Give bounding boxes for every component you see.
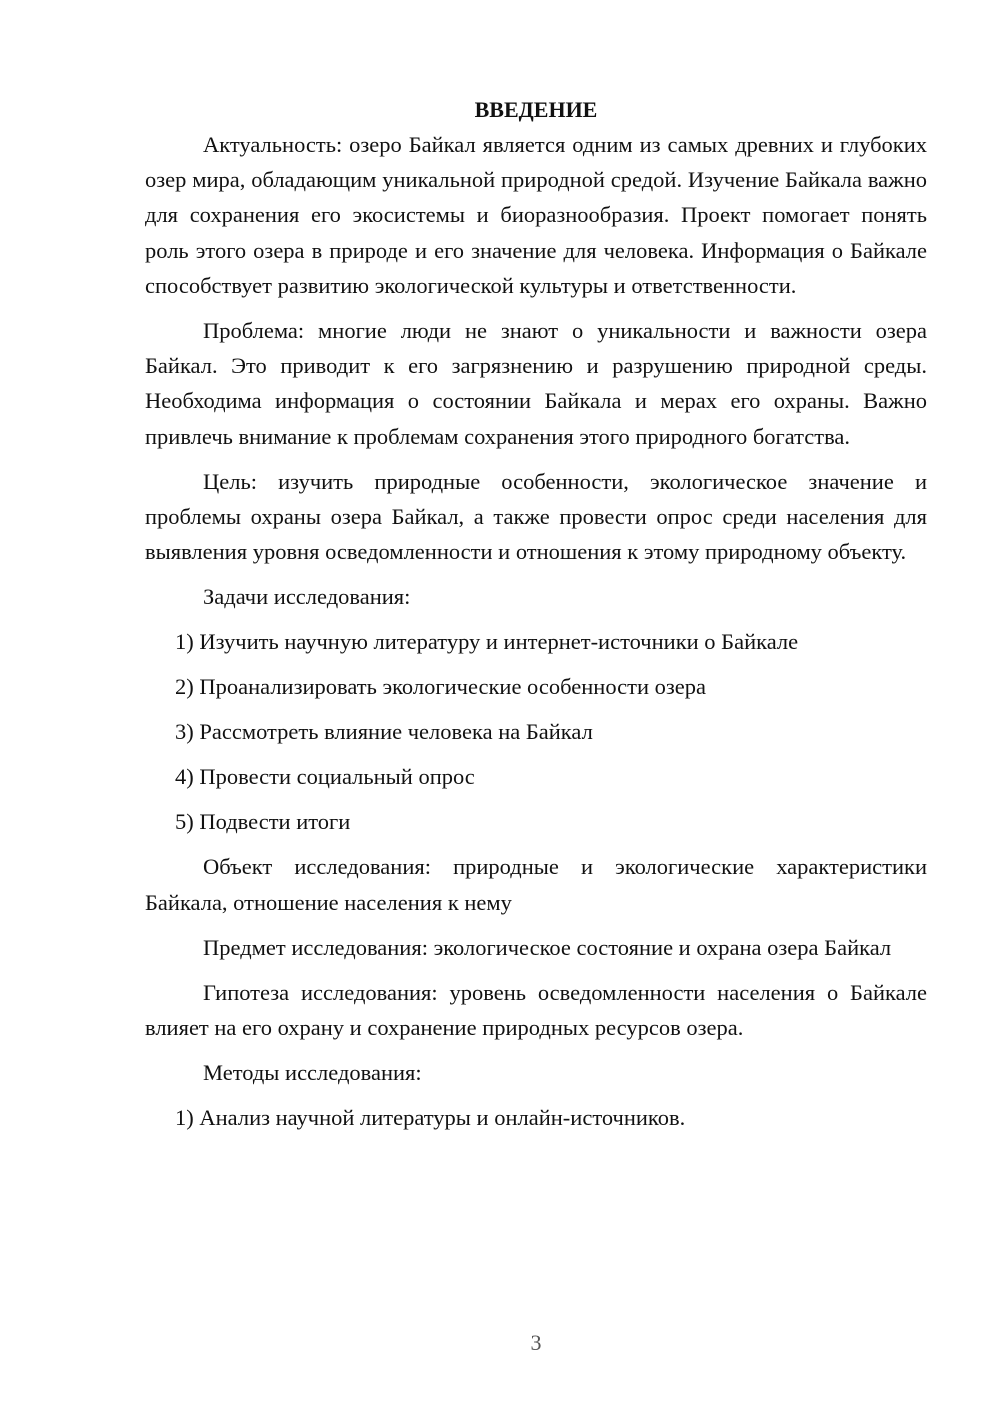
list-item: 1) Изучить научную литературу и интернет-источники о Байкале	[175, 629, 799, 655]
methods-heading: Методы исследования:	[203, 1060, 422, 1086]
tasks-list	[145, 624, 927, 839]
page-title: ВВЕДЕНИЕ	[474, 97, 598, 122]
tasks-heading: Задачи исследования:	[203, 584, 411, 610]
page-number: 3	[530, 1330, 542, 1355]
methods-list	[145, 1100, 927, 1135]
subject-paragraph: Предмет исследования: экологическое состояние и охрана озера Байкал	[203, 934, 892, 960]
list-item: 5) Подвести итоги	[175, 809, 351, 835]
relevance-paragraph: Актуальность: озеро Байкал является одним из самых древних и глубоких озер мира, обладающим уникальной природной средой. Изучение Байкала важно для сохранения его экосистемы и биоразнообразия. Проект помогает понять роль этого озера в природе и его значение для человека. Информация о Байкале способствует развитию экологической культуры и ответственности.	[145, 132, 927, 298]
list-item: 2) Проанализировать экологические особенности озера	[175, 674, 706, 700]
page-content	[145, 92, 927, 1145]
goal-paragraph: Цель: изучить природные особенности, экологическое значение и проблемы охраны озера Байкал, а также провести опрос среди населения для выявления уровня осведомленности и отношения к этому природному объекту.	[145, 468, 927, 565]
list-item: 4) Провести социальный опрос	[175, 764, 475, 790]
object-paragraph: Объект исследования: природные и экологические характеристики Байкала, отношение населения к нему	[145, 854, 927, 915]
list-item: 3) Рассмотреть влияние человека на Байкал	[175, 719, 593, 745]
list-item: 1) Анализ научной литературы и онлайн-источников.	[175, 1105, 686, 1131]
problem-paragraph: Проблема: многие люди не знают о уникальности и важности озера Байкал. Это приводит к его загрязнению и разрушению природной среды. Необходима информация о состоянии Байкала и мерах его охраны. Важно привлечь внимание к проблемам сохранения этого природного богатства.	[145, 318, 927, 449]
hypothesis-paragraph: Гипотеза исследования: уровень осведомленности населения о Байкале влияет на его охрану и сохранение природных ресурсов озера.	[145, 980, 927, 1041]
